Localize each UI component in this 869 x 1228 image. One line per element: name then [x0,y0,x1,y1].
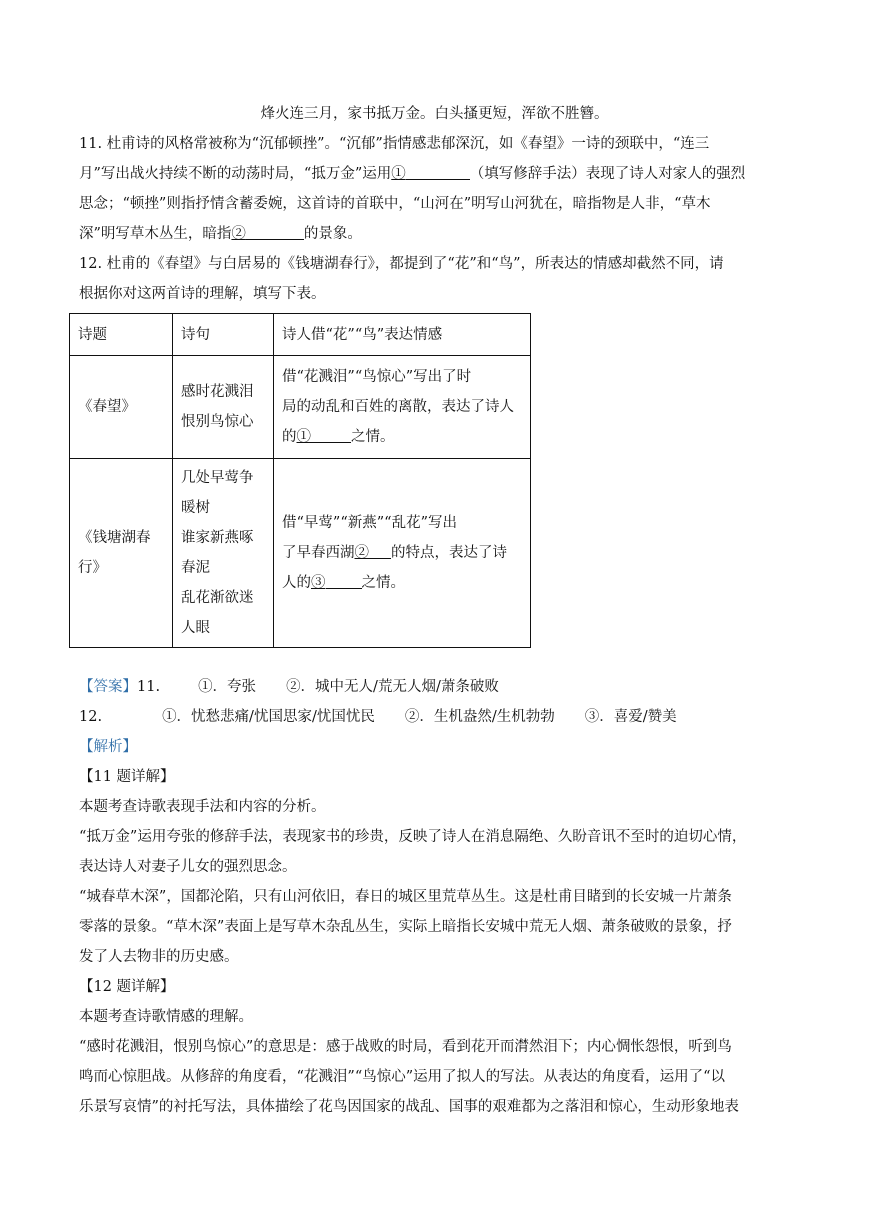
blank-table-1[interactable] [311,428,351,443]
table-header: 诗题 [70,314,173,356]
analysis-paragraph: “感时花溅泪，恨别鸟惊心”的意思是：感于战败的时局，看到花开而潸然泪下；内心惆怅怨恨，听到鸟 [79,1039,732,1055]
analysis-paragraph: 鸣而心惊胆战。从修辞的角度看，“花溅泪”“鸟惊心”运用了拟人的写法。从表达的角度看，运用了“以 [79,1069,726,1085]
poem-title: 《春望》 [70,356,173,459]
blank-marker-2: ② [231,226,246,242]
analysis-paragraph: 表达诗人对妻子儿女的强烈思念。 [79,859,297,875]
analysis-paragraph: “抵万金”运用夸张的修辞手法，表现家书的珍贵，反映了诗人在消息隔绝、久盼音讯不至时的迫切心情， [79,829,747,845]
q12-line-1: 12. 杜甫的《春望》与白居易的《钱塘湖春行》，都提到了“花”和“鸟”，所表达的情感却截然不同，请 [79,256,724,272]
blank-1[interactable] [406,165,470,180]
q12-line-2: 根据你对这两首诗的理解，填写下表。 [79,286,326,302]
q11-line-3: 思念；“顿挫”则指抒情含蓄委婉，这首诗的首联中，“山河在”明写山河犹在，暗指物是人非，“草木 [79,196,711,212]
q11-line-1: 11. 杜甫诗的风格常被称为“沉郁顿挫”。“沉郁”指情感悲郁深沉，如《春望》一诗的颈联中，“连三 [79,136,710,152]
table-row [70,356,531,459]
analysis-paragraph: 发了人去物非的历史感。 [79,949,239,965]
analysis-paragraph: 零落的景象。“草木深”表面上是写草木杂乱丛生，实际上暗指长安城中荒无人烟、萧条破败的景象，抒 [79,919,732,935]
answer-line-11: 【答案】11. ①．夸张 ②．城中无人/荒无人烟/萧条破败 [79,679,499,695]
blank-marker-1: ① [391,166,406,182]
analysis-paragraph: 本题考查诗歌表现手法和内容的分析。 [79,799,326,815]
poem-title: 《钱塘湖春 行》 [70,459,173,648]
table-row [70,459,531,648]
blank-marker-1: ① [296,429,311,445]
answer-line-12: 12. ①．忧愁悲痛/忧国思家/忧国忧民 ②．生机盎然/生机勃勃 ③．喜爱/赞美 [79,709,677,725]
table-header: 诗句 [173,314,274,356]
blank-table-3[interactable] [326,574,362,589]
analysis-paragraph: 乐景写哀情”的衬托写法，具体描绘了花鸟因国家的战乱、国事的艰难都为之落泪和惊心，生动形象地表 [79,1099,739,1115]
table-header-row [70,314,531,356]
poem-emotion: 借“花溅泪”“鸟惊心”写出了时 局的动乱和百姓的离散，表达了诗人 的① 之情。 [274,356,531,459]
analysis-heading-11: 【11 题详解】 [79,769,175,785]
q11-line-4: 深”明写草木丛生，暗指② 的景象。 [79,226,362,242]
blank-marker-3: ③ [311,575,326,591]
poem-table [69,313,531,648]
blank-marker-2: ② [354,545,369,561]
analysis-label: 【解析】 [79,739,137,755]
blank-table-2[interactable] [369,544,391,559]
table-header: 诗人借“花”“鸟”表达情感 [274,314,531,356]
analysis-paragraph: 本题考查诗歌情感的理解。 [79,1009,253,1025]
blank-2[interactable] [246,225,304,240]
poem-verses: 感时花溅泪 恨别鸟惊心 [173,356,274,459]
poem-verses: 几处早莺争 暖树 谁家新燕啄 春泥 乱花渐欲迷 人眼 [173,459,274,648]
analysis-paragraph: “城春草木深”，国都沦陷，只有山河依旧，春日的城区里荒草丛生。这是杜甫目睹到的长安城一片萧条 [79,889,732,905]
answer-label: 【答案】 [79,679,137,695]
analysis-heading-12: 【12 题详解】 [79,979,175,995]
q11-line-2: 月”写出战火持续不断的动荡时局，“抵万金”运用① （填写修辞手法）表现了诗人对家人的强烈 [79,166,746,182]
poem-line: 烽火连三月，家书抵万金。白头搔更短，浑欲不胜簪。 [260,106,609,122]
poem-emotion: 借“早莺”“新燕”“乱花”写出 了早春西湖② 的特点，表达了诗 人的③ 之情。 [274,459,531,648]
